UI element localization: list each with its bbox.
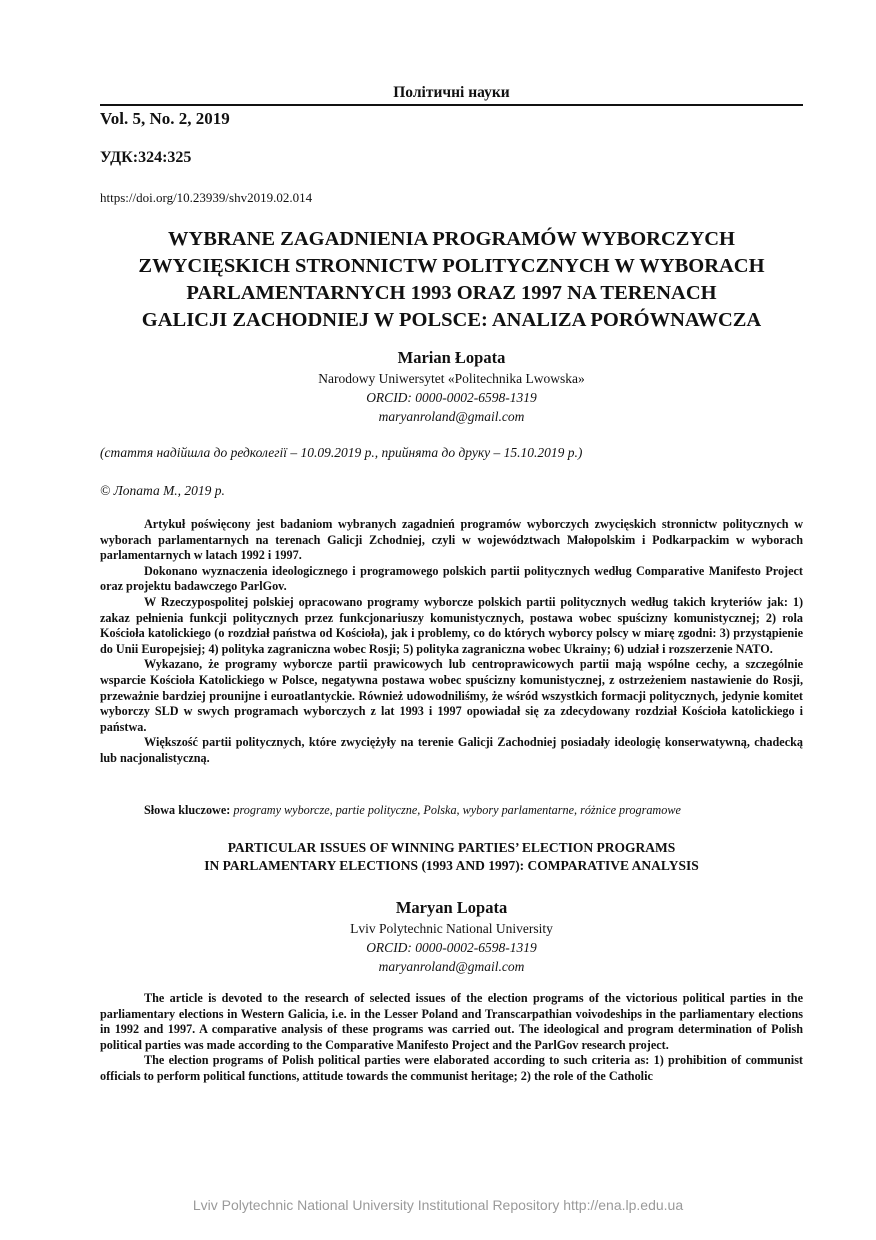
keywords-label: Słowa kluczowe: — [144, 803, 231, 817]
author-orcid-en: ORCID: 0000-0002-6598-1319 — [366, 940, 537, 955]
author-name-en: Maryan Lopata — [395, 898, 508, 917]
abstract-paragraph: Większość partii politycznych, które zwyciężyły na terenie Galicji Zachodniej posiadały ideologię konserwatywną, chadecką lub nacjonalistyczną. — [100, 735, 803, 765]
english-title-line: PARTICULAR ISSUES OF WINNING PARTIES’ ELECTION PROGRAMS — [227, 840, 676, 855]
abstract-paragraph: W Rzeczypospolitej polskiej opracowano programy wyborcze polskich partii politycznych według takich kryteriów jak: 1) zakaz pełnienia funkcji politycznych przez funkcjonariuszy komunistycznych, postawa wobec spuścizny komunistycznej; 2) rola Kościoła katolickiego (o rozdział państwa od Kościoła), jak i problemy, co do których wyborcy polscy w miarę zgodni: 3) przystąpienie do Unii Europejsiej; 4) polityka zagraniczna wobec Rosji; 5) polityka zagraniczna wobec Ukrainy; 6) udział i rozszerzenie NATO. — [100, 594, 803, 656]
abstract-paragraph: Artykuł poświęcony jest badaniom wybranych zagadnień programów wyborczych zwycięskich stronnictw politycznych w wyborach parlamentarnych na terenach Galicji Zchodniej, czyli w województwach Małopolskim i Podkarpackim w wyborach parlamentarnych w latach 1992 i 1997. — [100, 517, 803, 563]
abstract-paragraph-en: The article is devoted to the research of selected issues of the election programs of the victorious political parties in the parliamentary elections in Western Galicia, i.e. in the Lesser Poland and Transcarpathian voivodeships in the parliamentary elections in 1992 and 1997. A comparative analysis of these programs was carried out. The ideological and program determination of Polish political parties was made according to the Comparative Manifesto Project and the ParlGov research project. — [100, 991, 803, 1052]
author-orcid: ORCID: 0000-0002-6598-1319 — [366, 390, 537, 405]
title-line: GALICJI ZACHODNIEJ W POLSCE: ANALIZA PORÓWNAWCZA — [141, 309, 762, 331]
udk-code: УДК:324:325 — [100, 149, 192, 166]
author-email[interactable]: maryanroland@gmail.com — [378, 409, 525, 424]
author-affiliation: Narodowy Uniwersytet «Politechnika Lwowska» — [318, 371, 585, 386]
title-line: ZWYCIĘSKICH STRONNICTW POLITYCZNYCH W WYBORACH — [138, 255, 765, 277]
author-block-en — [100, 897, 803, 976]
received-note: (стаття надійшла до редколегії – 10.09.2019 р., прийнята до друку – 15.10.2019 р.) — [100, 445, 583, 460]
abstract-pl — [100, 517, 803, 767]
keywords — [100, 803, 803, 819]
doi-link[interactable]: https://doi.org/10.23939/shv2019.02.014 — [100, 190, 313, 205]
header-rule — [100, 104, 803, 106]
abstract-paragraph: Dokonano wyznaczenia ideologicznego i programowego polskich partii politycznych według Comparative Manifesto Project oraz projektu badawczego ParlGov. — [100, 563, 803, 594]
english-title-line: IN PARLAMENTARY ELECTIONS (1993 AND 1997): COMPARATIVE ANALYSIS — [204, 858, 699, 873]
volume-info: Vol. 5, No. 2, 2019 — [100, 109, 230, 128]
abstract-paragraph: Wykazano, że programy wyborcze partii prawicowych lub centroprawicowych partii mają wspólne cechy, a szczególnie wsparcie Kościoła Katolickiego w Polsce, negatywna postawa wobec spuścizny komunistycznej, z ostrzeżeniem nastawienie do Rosji, przeważnie bardziej prounijne i euroatlantyckie. Również udowodniliśmy, że wśród wszystkich formacji politycznych, jedynie komitet wyborczy SLD w swych programach wyborczych z lat 1993 i 1997 opowiadał się za zdecydowany rozdział Kościoła katolickiego i państwa. — [100, 657, 803, 734]
author-block-pl — [100, 347, 803, 426]
title-line: WYBRANE ZAGADNIENIA PROGRAMÓW WYBORCZYCH — [167, 228, 736, 250]
article-title — [100, 226, 803, 334]
english-title — [100, 839, 803, 875]
title-line: PARLAMENTARNYCH 1993 ORAZ 1997 NA TERENACH — [186, 282, 717, 304]
repository-footer: Lviv Polytechnic National University Institutional Repository http://ena.lp.edu.ua — [192, 1197, 684, 1213]
keywords-text: programy wyborcze, partie polityczne, Polska, wybory parlamentarne, różnice programowe — [233, 803, 681, 817]
abstract-en — [100, 991, 803, 1085]
author-name: Marian Łopata — [397, 348, 506, 367]
author-email-en[interactable]: maryanroland@gmail.com — [378, 959, 525, 974]
journal-name: Політичні науки — [393, 84, 510, 101]
abstract-paragraph-en: The election programs of Polish political parties were elaborated according to such criteria as: 1) prohibition of communist officials to perform political functions, attitude towards the communist heritage; 2) the role of the Catholic — [100, 1053, 803, 1083]
author-affiliation-en: Lviv Polytechnic National University — [350, 921, 553, 936]
copyright-note: © Лопата М., 2019 р. — [100, 483, 225, 498]
